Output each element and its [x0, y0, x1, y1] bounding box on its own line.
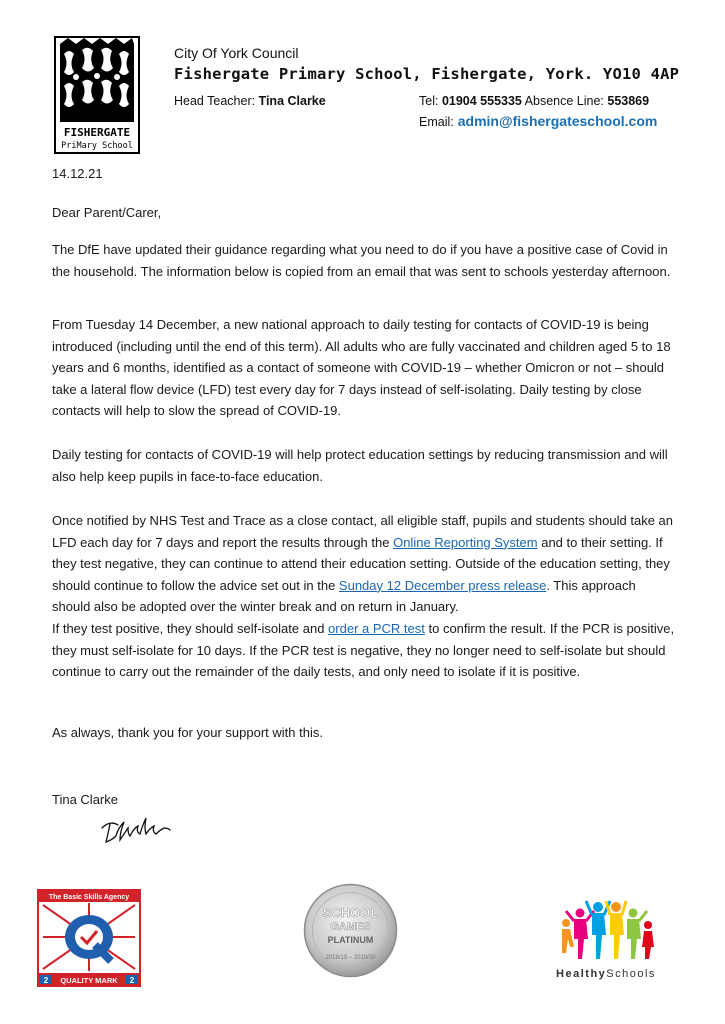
qm-number-right: 2 [129, 976, 135, 985]
telephone-line [419, 94, 649, 108]
absence-number: 553869 [607, 94, 650, 108]
press-release-link[interactable]: Sunday 12 December press release [338, 577, 547, 593]
head-teacher-line [174, 94, 326, 108]
paragraph-5 [52, 618, 677, 683]
letter-date: 14.12.21 [52, 166, 103, 181]
head-teacher-name: Tina Clarke [258, 94, 326, 108]
paragraph-4-text-b: and to their setting. If they test negative, they can continue to attend their education setting. Outside of the education setting, they should continue to follow the advice set out in the [52, 534, 670, 593]
email-address-link[interactable]: admin@fishergateschool.com [457, 113, 658, 129]
tel-number: 01904 555335 [441, 94, 522, 108]
quality-mark-text: QUALITY MARK [60, 976, 118, 985]
qm-number-left: 2 [43, 976, 49, 985]
handwritten-signature [98, 812, 190, 846]
salutation: Dear Parent/Carer, [52, 205, 162, 220]
head-teacher-label: Head Teacher: [174, 94, 259, 108]
healthy-text: Healthy [556, 968, 607, 980]
order-pcr-test-link[interactable]: order a PCR test [328, 621, 425, 636]
email-label: Email: [419, 115, 454, 129]
games-line1: SCHOOL [322, 905, 379, 920]
paragraph-3: Daily testing for contacts of COVID-19 will help protect education settings by reducing transmission and will also help keep pupils in face-to-face education. [52, 447, 668, 484]
paragraph-1: The DfE have updated their guidance regarding what you need to do if you have a positive case of Covid in the household. The information below is copied from an email that was sent to schools yesterday afternoon. [52, 242, 671, 279]
healthy-schools-logo [536, 893, 676, 983]
logo-text-line1: FISHERGATE [63, 126, 131, 139]
quality-mark-logo [37, 889, 141, 987]
basic-skills-text: The Basic Skills Agency [48, 894, 130, 901]
council-name: City Of York Council [174, 45, 299, 61]
signoff-name: Tina Clarke [52, 792, 118, 807]
paragraph-2: From Tuesday 14 December, a new national approach to daily testing for contacts of COVID-19 is being introduced (including until the end of this term). All adults who are fully vaccinated and children aged 5 to 18 years and 6 months, identified as a contact of someone with COVID-19 – whether Omicron or not – should take a lateral flow device (LFD) test every day for 7 days instead of self-isolating. Daily testing by close contacts will help to slow the spread of COVID-19. [52, 317, 671, 418]
school-name-address: Fishergate Primary School, Fishergate, York. YO10 4AP [174, 65, 680, 83]
games-line3: PLATINUM [327, 935, 374, 945]
paragraph-5-text-a: If they test positive, they should self-isolate and [52, 621, 329, 636]
school-crest-logo [54, 36, 140, 154]
games-line2: GAMES [330, 921, 371, 933]
paragraph-4-text-c: . This approach should also be adopted over the winter break and on return in January. [52, 577, 636, 614]
email-line [419, 113, 657, 129]
tel-label: Tel: [419, 94, 442, 108]
games-years: 2018/19 – 2019/20 [325, 955, 376, 961]
schools-text: Schools [606, 968, 656, 980]
closing-line: As always, thank you for your support with this. [52, 725, 323, 740]
absence-label: Absence Line: [521, 94, 608, 108]
school-games-platinum-badge [303, 883, 398, 978]
paragraph-4 [52, 510, 677, 618]
paragraph-4-text-a: Once notified by NHS Test and Trace as a close contact, all eligible staff, pupils and students should take an LFD each day for 7 days and report the results through the [52, 513, 673, 550]
paragraph-5-text-b: to confirm the result. If the PCR is positive, they must self-isolate for 10 days. If the PCR test is negative, they no longer need to self-isolate but should continue to carry out the remainder of the daily tests, and only need to isolate if it is positive. [52, 621, 675, 679]
logo-text-line2: PriMary School [61, 141, 133, 151]
online-reporting-system-link[interactable]: Online Reporting System [393, 534, 538, 550]
svg-text:HealthySchools [556, 968, 656, 980]
